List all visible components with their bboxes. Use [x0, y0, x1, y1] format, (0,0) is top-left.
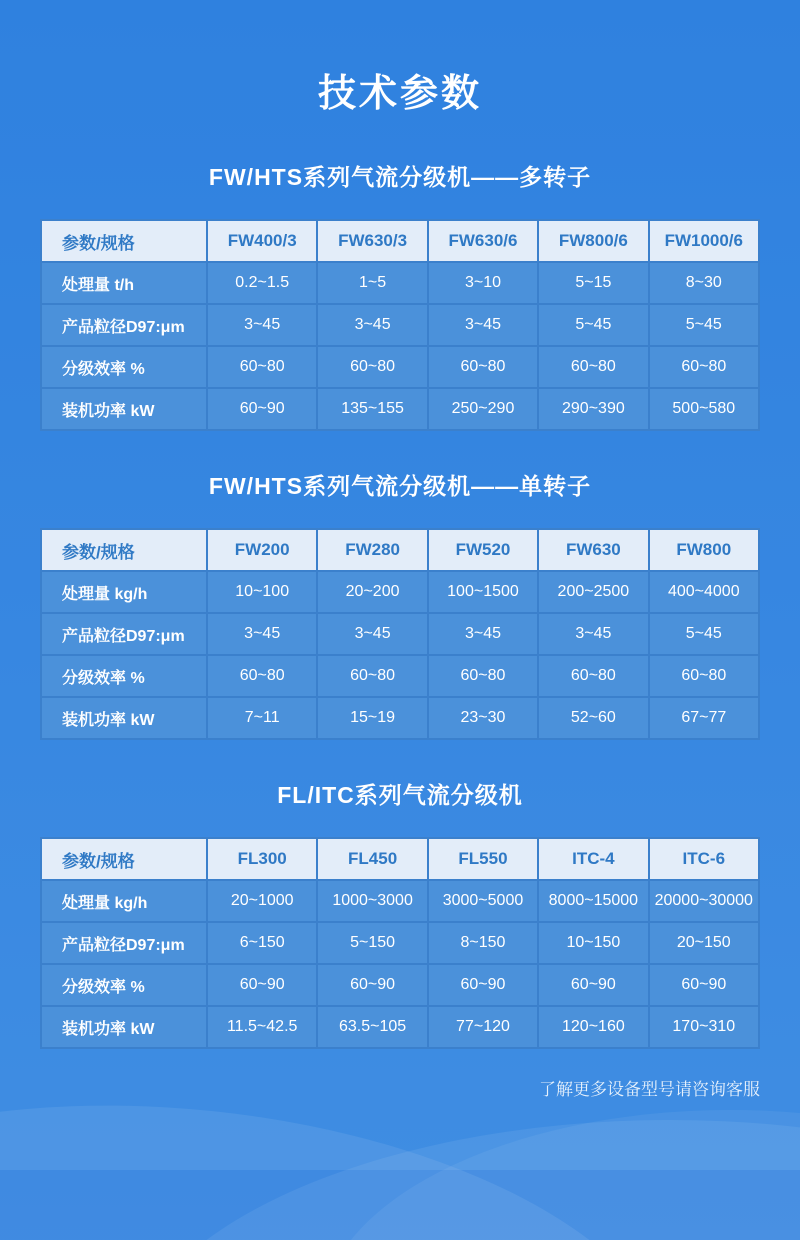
cell-value: 10~100: [208, 572, 316, 612]
cell-value: 8~150: [429, 923, 537, 963]
table-row: [42, 1007, 758, 1047]
model-column-header: FW800: [650, 530, 758, 570]
row-label: 装机功率 kW: [42, 389, 206, 429]
cell-value: 3~45: [318, 614, 426, 654]
cell-value: 60~80: [650, 656, 758, 696]
cell-value: 6~150: [208, 923, 316, 963]
cell-value: 7~11: [208, 698, 316, 738]
cell-value: 8000~15000: [539, 881, 647, 921]
model-column-header: FW1000/6: [650, 221, 758, 261]
row-label: 装机功率 kW: [42, 698, 206, 738]
section-title-multi-rotor: FW/HTS系列气流分级机——多转子: [208, 164, 592, 190]
cell-value: 5~45: [650, 614, 758, 654]
table-row: [42, 263, 758, 303]
cell-value: 400~4000: [650, 572, 758, 612]
cell-value: 60~90: [650, 965, 758, 1005]
cell-value: 5~150: [318, 923, 426, 963]
header-row: [42, 530, 758, 570]
table-row: [42, 389, 758, 429]
param-spec-header: 参数/规格: [42, 221, 206, 261]
cell-value: 3~45: [429, 614, 537, 654]
cell-value: 23~30: [429, 698, 537, 738]
cell-value: 60~80: [208, 656, 316, 696]
cell-value: 135~155: [318, 389, 426, 429]
cell-value: 77~120: [429, 1007, 537, 1047]
table-row: [42, 572, 758, 612]
cell-value: 8~30: [650, 263, 758, 303]
spec-table-fl-itc: [40, 837, 760, 1049]
table-row: [42, 347, 758, 387]
row-label: 处理量 t/h: [42, 263, 206, 303]
cell-value: 60~80: [318, 347, 426, 387]
cell-value: 60~80: [429, 347, 537, 387]
cell-value: 20000~30000: [650, 881, 758, 921]
row-label: 处理量 kg/h: [42, 572, 206, 612]
model-column-header: FW200: [208, 530, 316, 570]
cell-value: 290~390: [539, 389, 647, 429]
cell-value: 3~10: [429, 263, 537, 303]
cell-value: 67~77: [650, 698, 758, 738]
cell-value: 170~310: [650, 1007, 758, 1047]
model-column-header: ITC-4: [539, 839, 647, 879]
table-row: [42, 923, 758, 963]
page-content: [0, 70, 800, 1100]
row-label: 产品粒径D97:μm: [42, 923, 206, 963]
cell-value: 3~45: [318, 305, 426, 345]
header-row: [42, 839, 758, 879]
spec-table-single-rotor: [40, 528, 760, 740]
model-column-header: FW630: [539, 530, 647, 570]
cell-value: 11.5~42.5: [208, 1007, 316, 1047]
cell-value: 60~90: [539, 965, 647, 1005]
cell-value: 60~80: [539, 656, 647, 696]
cell-value: 3000~5000: [429, 881, 537, 921]
section-title-fl-itc: FL/ITC系列气流分级机: [277, 782, 523, 808]
row-label: 装机功率 kW: [42, 1007, 206, 1047]
model-column-header: FL550: [429, 839, 537, 879]
cell-value: 60~80: [650, 347, 758, 387]
page-title: 技术参数: [317, 73, 482, 115]
row-label: 分级效率 %: [42, 965, 206, 1005]
cell-value: 3~45: [208, 614, 316, 654]
footer-note: 了解更多设备型号请咨询客服: [539, 1080, 760, 1099]
param-spec-header: 参数/规格: [42, 530, 206, 570]
cell-value: 500~580: [650, 389, 758, 429]
spec-table-multi-rotor: [40, 219, 760, 431]
cell-value: 20~200: [318, 572, 426, 612]
model-column-header: FW630/3: [318, 221, 426, 261]
header-row: [42, 221, 758, 261]
model-column-header: FL450: [318, 839, 426, 879]
table-row: [42, 656, 758, 696]
cell-value: 15~19: [318, 698, 426, 738]
cell-value: 60~90: [318, 965, 426, 1005]
param-spec-header: 参数/规格: [42, 839, 206, 879]
cell-value: 5~45: [650, 305, 758, 345]
cell-value: 5~15: [539, 263, 647, 303]
cell-value: 60~80: [318, 656, 426, 696]
cell-value: 3~45: [208, 305, 316, 345]
cell-value: 60~90: [208, 389, 316, 429]
row-label: 分级效率 %: [42, 347, 206, 387]
cell-value: 60~90: [208, 965, 316, 1005]
model-column-header: ITC-6: [650, 839, 758, 879]
cell-value: 10~150: [539, 923, 647, 963]
cell-value: 60~80: [429, 656, 537, 696]
cell-value: 60~80: [208, 347, 316, 387]
row-label: 处理量 kg/h: [42, 881, 206, 921]
model-column-header: FW630/6: [429, 221, 537, 261]
cell-value: 60~80: [539, 347, 647, 387]
model-column-header: FL300: [208, 839, 316, 879]
row-label: 产品粒径D97:μm: [42, 614, 206, 654]
row-label: 分级效率 %: [42, 656, 206, 696]
row-label: 产品粒径D97:μm: [42, 305, 206, 345]
cell-value: 20~150: [650, 923, 758, 963]
cell-value: 200~2500: [539, 572, 647, 612]
cell-value: 5~45: [539, 305, 647, 345]
cell-value: 20~1000: [208, 881, 316, 921]
cell-value: 1000~3000: [318, 881, 426, 921]
table-row: [42, 965, 758, 1005]
table-row: [42, 698, 758, 738]
cell-value: 60~90: [429, 965, 537, 1005]
cell-value: 1~5: [318, 263, 426, 303]
table-row: [42, 881, 758, 921]
cell-value: 3~45: [429, 305, 537, 345]
cell-value: 100~1500: [429, 572, 537, 612]
model-column-header: FW280: [318, 530, 426, 570]
section-title-single-rotor: FW/HTS系列气流分级机——单转子: [208, 473, 592, 499]
table-row: [42, 305, 758, 345]
model-column-header: FW520: [429, 530, 537, 570]
cell-value: 3~45: [539, 614, 647, 654]
table-row: [42, 614, 758, 654]
cell-value: 63.5~105: [318, 1007, 426, 1047]
cell-value: 120~160: [539, 1007, 647, 1047]
cell-value: 52~60: [539, 698, 647, 738]
model-column-header: FW800/6: [539, 221, 647, 261]
cell-value: 0.2~1.5: [208, 263, 316, 303]
cell-value: 250~290: [429, 389, 537, 429]
model-column-header: FW400/3: [208, 221, 316, 261]
